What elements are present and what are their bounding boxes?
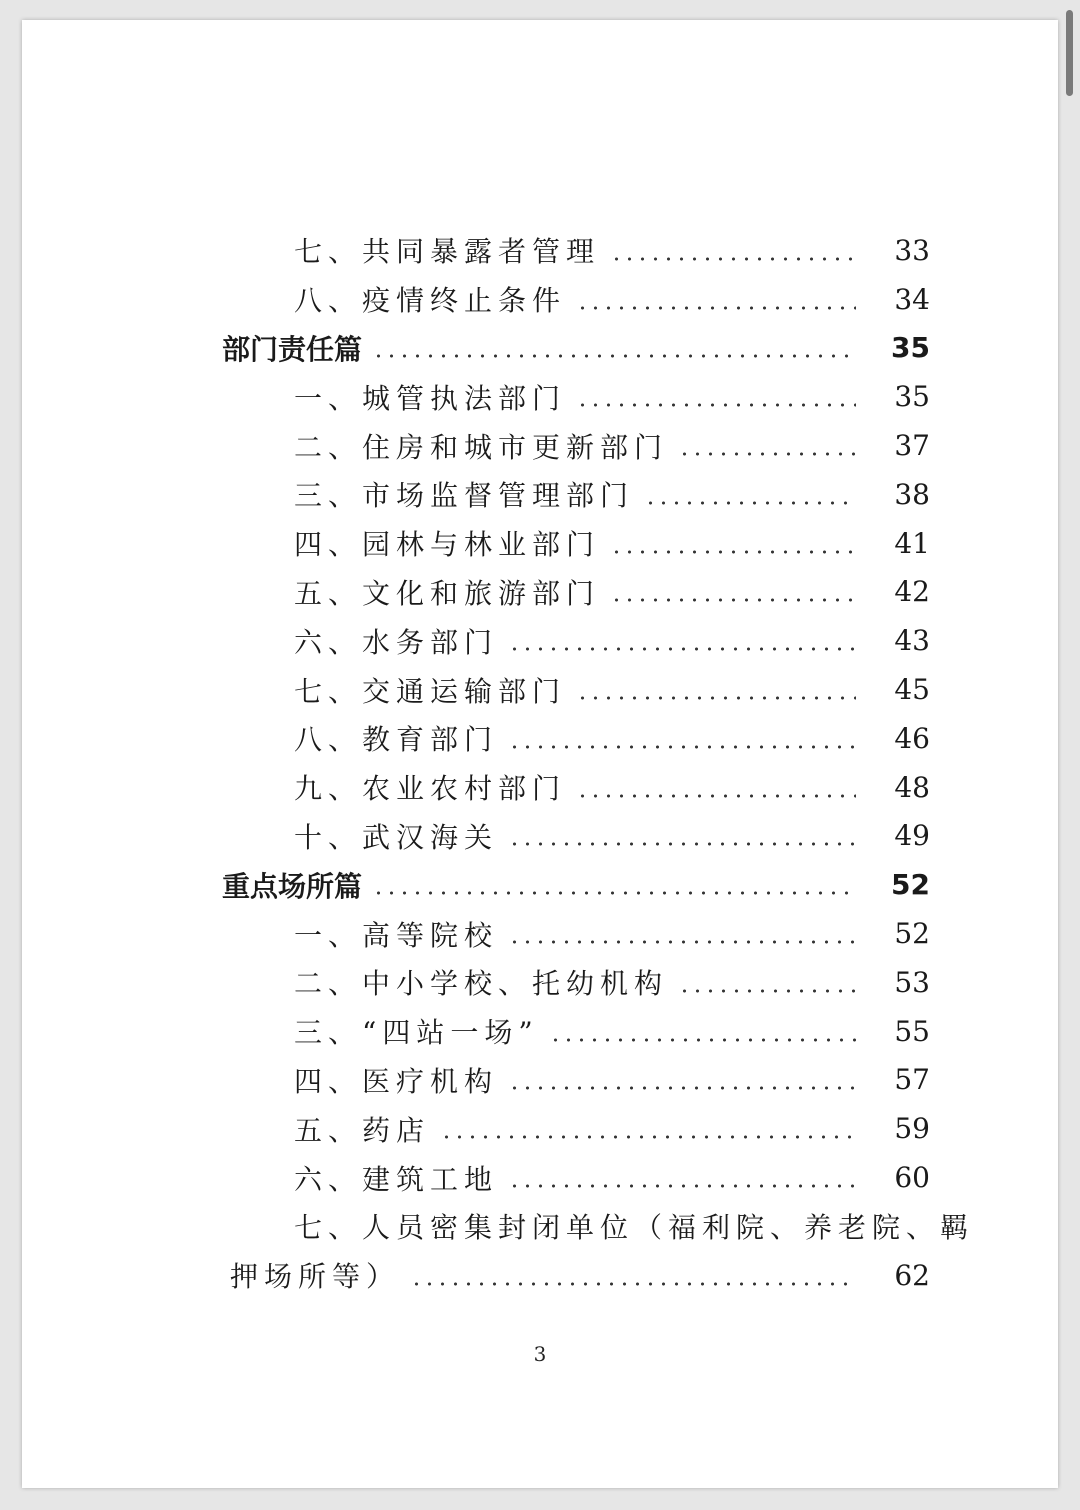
toc-entry-title: 一、城管执法部门 (294, 381, 567, 415)
toc-entry-row[interactable] (22, 763, 1058, 812)
dot-leader (508, 745, 856, 749)
toc-entry-title: 七、共同暴露者管理 (294, 235, 601, 269)
toc-entry-title: 四、园林与林业部门 (294, 528, 601, 562)
toc-entry-title: 三、市场监督管理部门 (294, 479, 635, 513)
toc-entry-title: 五、文化和旅游部门 (294, 576, 601, 610)
toc-entry-row[interactable] (22, 1104, 1058, 1153)
toc-entry-row[interactable] (22, 909, 1058, 958)
toc-entry-title: 六、建筑工地 (294, 1162, 499, 1196)
toc-entry-page-number: 60 (894, 1161, 930, 1195)
toc-entry-page-number: 41 (894, 526, 930, 560)
toc-entry-title: 七、人员密集封闭单位（福利院、养老院、羁 (294, 1211, 975, 1245)
toc-entry-page-number: 52 (891, 868, 930, 902)
toc-entry-page-number: 43 (894, 624, 930, 658)
scrollbar[interactable] (1064, 0, 1076, 1510)
toc-entry-row[interactable] (22, 812, 1058, 861)
toc-entry-row[interactable] (22, 1153, 1058, 1202)
dot-leader (678, 452, 856, 456)
dot-leader (576, 696, 856, 700)
toc-entry-title: 三、“四站一场” (294, 1016, 539, 1050)
toc-entry-title: 押场所等） (230, 1260, 401, 1294)
dot-leader (410, 1282, 856, 1286)
toc-entry-page-number: 53 (894, 965, 930, 999)
toc-entry-row[interactable] (22, 226, 1058, 275)
toc-chapter-row[interactable] (22, 860, 1058, 909)
toc-entry-title: 二、住房和城市更新部门 (294, 430, 669, 464)
dot-leader (576, 403, 856, 407)
toc-entry-page-number: 37 (894, 429, 930, 463)
toc-entry-page-number: 48 (894, 770, 930, 804)
toc-entry-title: 五、药店 (294, 1113, 431, 1147)
scrollbar-thumb[interactable] (1066, 10, 1073, 96)
toc-entry-page-number: 35 (891, 331, 930, 365)
page-number: 3 (533, 1342, 547, 1366)
dot-leader (508, 1184, 856, 1188)
toc-entry-title: 七、交通运输部门 (294, 674, 567, 708)
toc-entry-row[interactable] (22, 665, 1058, 714)
toc-entry-page-number: 34 (894, 282, 930, 316)
dot-leader (644, 501, 856, 505)
dot-leader (508, 647, 856, 651)
dot-leader (508, 940, 856, 944)
table-of-contents (22, 226, 1058, 1300)
toc-entry-page-number: 55 (894, 1014, 930, 1048)
toc-entry-title: 六、水务部门 (294, 625, 499, 659)
toc-entry-row[interactable] (22, 958, 1058, 1007)
dot-leader (372, 354, 856, 358)
toc-entry-title: 二、中小学校、托幼机构 (294, 967, 669, 1001)
toc-entry-page-number: 59 (894, 1112, 930, 1146)
toc-entry-title: 九、农业农村部门 (294, 772, 567, 806)
toc-entry-page-number: 52 (894, 917, 930, 951)
toc-entry-page-number: 38 (894, 477, 930, 511)
toc-entry-title: 八、教育部门 (294, 723, 499, 757)
toc-entry-row[interactable] (22, 519, 1058, 568)
dot-leader (372, 891, 856, 895)
toc-entry-row[interactable] (22, 1251, 1058, 1300)
toc-entry-row[interactable] (22, 421, 1058, 470)
dot-leader (610, 598, 856, 602)
dot-leader (610, 550, 856, 554)
toc-entry-row[interactable] (22, 616, 1058, 665)
dot-leader (440, 1135, 856, 1139)
toc-entry-row[interactable] (22, 372, 1058, 421)
dot-leader (576, 794, 856, 798)
toc-entry-row[interactable] (22, 568, 1058, 617)
toc-entry-row[interactable] (22, 714, 1058, 763)
toc-entry-title: 十、武汉海关 (294, 820, 499, 854)
toc-entry-page-number: 62 (894, 1258, 930, 1292)
toc-entry-row[interactable] (22, 1202, 1058, 1251)
toc-entry-row[interactable] (22, 470, 1058, 519)
toc-entry-page-number: 42 (894, 575, 930, 609)
toc-entry-title: 一、高等院校 (294, 918, 499, 952)
toc-entry-row[interactable] (22, 1007, 1058, 1056)
toc-entry-page-number: 35 (894, 380, 930, 414)
dot-leader (508, 1086, 856, 1090)
dot-leader (610, 257, 856, 261)
toc-entry-row[interactable] (22, 275, 1058, 324)
dot-leader (549, 1038, 856, 1042)
toc-entry-page-number: 45 (894, 673, 930, 707)
toc-entry-page-number: 49 (894, 819, 930, 853)
toc-entry-page-number: 33 (894, 233, 930, 267)
toc-entry-title: 部门责任篇 (222, 332, 363, 366)
toc-chapter-row[interactable] (22, 324, 1058, 373)
dot-leader (678, 989, 856, 993)
dot-leader (508, 842, 856, 846)
toc-entry-page-number: 57 (894, 1063, 930, 1097)
toc-entry-title: 四、医疗机构 (294, 1064, 499, 1098)
dot-leader (576, 306, 856, 310)
toc-entry-row[interactable] (22, 1056, 1058, 1105)
toc-entry-title: 重点场所篇 (222, 869, 363, 903)
document-page (22, 20, 1058, 1488)
toc-entry-page-number: 46 (894, 721, 930, 755)
toc-entry-title: 八、疫情终止条件 (294, 284, 567, 318)
